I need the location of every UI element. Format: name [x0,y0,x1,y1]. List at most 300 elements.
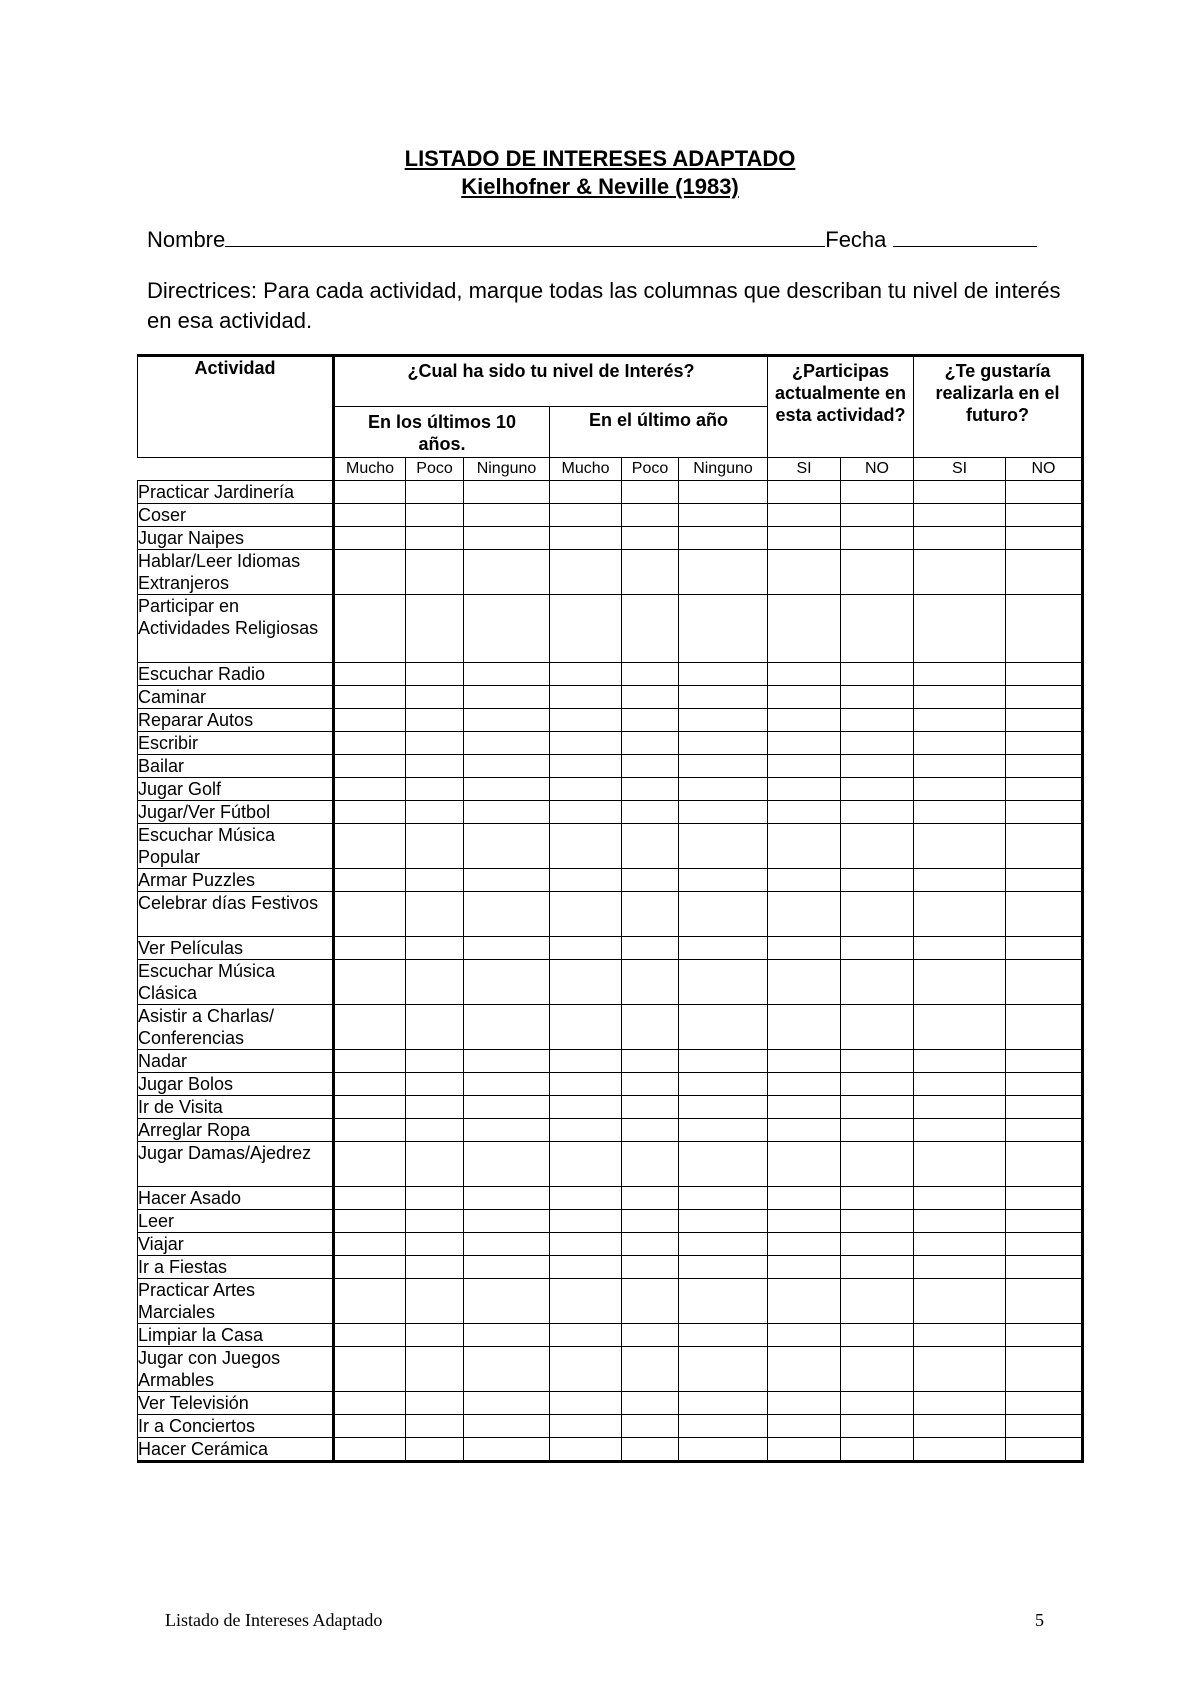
checkbox-cell[interactable] [334,1256,406,1279]
checkbox-cell[interactable] [464,1324,550,1347]
checkbox-cell[interactable] [622,1324,679,1347]
checkbox-cell[interactable] [1006,1279,1083,1324]
checkbox-cell[interactable] [768,869,841,892]
checkbox-cell[interactable] [841,1256,914,1279]
checkbox-cell[interactable] [406,1210,464,1233]
checkbox-cell[interactable] [914,732,1006,755]
checkbox-cell[interactable] [679,755,768,778]
checkbox-cell[interactable] [406,1347,464,1392]
checkbox-cell[interactable] [768,1005,841,1050]
checkbox-cell[interactable] [914,824,1006,869]
checkbox-cell[interactable] [841,1324,914,1347]
checkbox-cell[interactable] [550,755,622,778]
checkbox-cell[interactable] [334,1005,406,1050]
checkbox-cell[interactable] [406,481,464,504]
checkbox-cell[interactable] [406,1005,464,1050]
checkbox-cell[interactable] [622,709,679,732]
checkbox-cell[interactable] [1006,1392,1083,1415]
checkbox-cell[interactable] [406,1073,464,1096]
checkbox-cell[interactable] [914,1096,1006,1119]
checkbox-cell[interactable] [406,686,464,709]
checkbox-cell[interactable] [768,1438,841,1462]
checkbox-cell[interactable] [406,1324,464,1347]
checkbox-cell[interactable] [1006,1142,1083,1187]
checkbox-cell[interactable] [768,1096,841,1119]
checkbox-cell[interactable] [841,1119,914,1142]
checkbox-cell[interactable] [334,1324,406,1347]
checkbox-cell[interactable] [334,1073,406,1096]
checkbox-cell[interactable] [622,937,679,960]
checkbox-cell[interactable] [622,1119,679,1142]
checkbox-cell[interactable] [914,960,1006,1005]
checkbox-cell[interactable] [622,527,679,550]
checkbox-cell[interactable] [406,663,464,686]
checkbox-cell[interactable] [334,686,406,709]
checkbox-cell[interactable] [679,1096,768,1119]
checkbox-cell[interactable] [550,1005,622,1050]
checkbox-cell[interactable] [464,709,550,732]
checkbox-cell[interactable] [464,663,550,686]
checkbox-cell[interactable] [464,1438,550,1462]
checkbox-cell[interactable] [550,550,622,595]
checkbox-cell[interactable] [464,937,550,960]
checkbox-cell[interactable] [679,1005,768,1050]
checkbox-cell[interactable] [622,1210,679,1233]
checkbox-cell[interactable] [1006,1096,1083,1119]
checkbox-cell[interactable] [334,663,406,686]
checkbox-cell[interactable] [914,1142,1006,1187]
checkbox-cell[interactable] [550,663,622,686]
checkbox-cell[interactable] [622,1142,679,1187]
checkbox-cell[interactable] [768,1119,841,1142]
checkbox-cell[interactable] [464,1050,550,1073]
checkbox-cell[interactable] [406,869,464,892]
checkbox-cell[interactable] [1006,527,1083,550]
checkbox-cell[interactable] [550,686,622,709]
checkbox-cell[interactable] [406,1438,464,1462]
checkbox-cell[interactable] [679,663,768,686]
checkbox-cell[interactable] [550,1392,622,1415]
checkbox-cell[interactable] [841,732,914,755]
checkbox-cell[interactable] [679,1438,768,1462]
checkbox-cell[interactable] [406,550,464,595]
checkbox-cell[interactable] [406,709,464,732]
checkbox-cell[interactable] [914,1005,1006,1050]
checkbox-cell[interactable] [406,824,464,869]
checkbox-cell[interactable] [768,1279,841,1324]
checkbox-cell[interactable] [464,595,550,663]
checkbox-cell[interactable] [622,686,679,709]
checkbox-cell[interactable] [679,481,768,504]
checkbox-cell[interactable] [679,960,768,1005]
checkbox-cell[interactable] [334,1210,406,1233]
checkbox-cell[interactable] [464,504,550,527]
checkbox-cell[interactable] [464,778,550,801]
checkbox-cell[interactable] [622,1392,679,1415]
checkbox-cell[interactable] [841,960,914,1005]
checkbox-cell[interactable] [334,550,406,595]
checkbox-cell[interactable] [914,1256,1006,1279]
checkbox-cell[interactable] [914,1392,1006,1415]
checkbox-cell[interactable] [550,937,622,960]
checkbox-cell[interactable] [622,778,679,801]
checkbox-cell[interactable] [914,1073,1006,1096]
checkbox-cell[interactable] [679,595,768,663]
checkbox-cell[interactable] [464,960,550,1005]
checkbox-cell[interactable] [550,1347,622,1392]
checkbox-cell[interactable] [622,1279,679,1324]
checkbox-cell[interactable] [1006,778,1083,801]
checkbox-cell[interactable] [334,1438,406,1462]
checkbox-cell[interactable] [679,892,768,937]
checkbox-cell[interactable] [914,778,1006,801]
checkbox-cell[interactable] [768,1073,841,1096]
checkbox-cell[interactable] [768,663,841,686]
checkbox-cell[interactable] [550,778,622,801]
checkbox-cell[interactable] [464,1187,550,1210]
checkbox-cell[interactable] [679,869,768,892]
checkbox-cell[interactable] [768,960,841,1005]
checkbox-cell[interactable] [768,1187,841,1210]
checkbox-cell[interactable] [841,1050,914,1073]
checkbox-cell[interactable] [679,1119,768,1142]
checkbox-cell[interactable] [841,550,914,595]
checkbox-cell[interactable] [622,1073,679,1096]
checkbox-cell[interactable] [914,686,1006,709]
checkbox-cell[interactable] [464,824,550,869]
checkbox-cell[interactable] [768,504,841,527]
checkbox-cell[interactable] [841,1142,914,1187]
checkbox-cell[interactable] [334,869,406,892]
checkbox-cell[interactable] [334,1392,406,1415]
checkbox-cell[interactable] [622,732,679,755]
checkbox-cell[interactable] [464,892,550,937]
checkbox-cell[interactable] [406,504,464,527]
checkbox-cell[interactable] [334,1415,406,1438]
checkbox-cell[interactable] [679,1210,768,1233]
checkbox-cell[interactable] [679,1324,768,1347]
checkbox-cell[interactable] [1006,481,1083,504]
checkbox-cell[interactable] [768,732,841,755]
checkbox-cell[interactable] [622,755,679,778]
checkbox-cell[interactable] [406,892,464,937]
checkbox-cell[interactable] [464,1279,550,1324]
checkbox-cell[interactable] [841,937,914,960]
checkbox-cell[interactable] [464,1210,550,1233]
checkbox-cell[interactable] [914,1119,1006,1142]
checkbox-cell[interactable] [622,504,679,527]
checkbox-cell[interactable] [550,1050,622,1073]
checkbox-cell[interactable] [406,1233,464,1256]
checkbox-cell[interactable] [550,527,622,550]
checkbox-cell[interactable] [464,1119,550,1142]
checkbox-cell[interactable] [334,824,406,869]
checkbox-cell[interactable] [768,801,841,824]
checkbox-cell[interactable] [1006,1438,1083,1462]
checkbox-cell[interactable] [550,732,622,755]
checkbox-cell[interactable] [914,937,1006,960]
checkbox-cell[interactable] [464,1233,550,1256]
checkbox-cell[interactable] [841,1392,914,1415]
checkbox-cell[interactable] [914,1438,1006,1462]
checkbox-cell[interactable] [622,663,679,686]
checkbox-cell[interactable] [679,1392,768,1415]
checkbox-cell[interactable] [334,892,406,937]
checkbox-cell[interactable] [550,1073,622,1096]
checkbox-cell[interactable] [768,709,841,732]
checkbox-cell[interactable] [1006,595,1083,663]
checkbox-cell[interactable] [334,1050,406,1073]
checkbox-cell[interactable] [550,1096,622,1119]
checkbox-cell[interactable] [914,892,1006,937]
checkbox-cell[interactable] [679,1142,768,1187]
checkbox-cell[interactable] [464,1256,550,1279]
checkbox-cell[interactable] [914,1050,1006,1073]
checkbox-cell[interactable] [406,1142,464,1187]
checkbox-cell[interactable] [679,1187,768,1210]
checkbox-cell[interactable] [841,686,914,709]
checkbox-cell[interactable] [334,1347,406,1392]
checkbox-cell[interactable] [464,1415,550,1438]
checkbox-cell[interactable] [550,869,622,892]
checkbox-cell[interactable] [464,1347,550,1392]
checkbox-cell[interactable] [914,527,1006,550]
checkbox-cell[interactable] [1006,960,1083,1005]
checkbox-cell[interactable] [550,1210,622,1233]
checkbox-cell[interactable] [841,481,914,504]
checkbox-cell[interactable] [550,709,622,732]
checkbox-cell[interactable] [841,778,914,801]
checkbox-cell[interactable] [914,801,1006,824]
fecha-field[interactable] [893,224,1037,247]
checkbox-cell[interactable] [334,1142,406,1187]
checkbox-cell[interactable] [768,1233,841,1256]
checkbox-cell[interactable] [914,1210,1006,1233]
checkbox-cell[interactable] [679,801,768,824]
checkbox-cell[interactable] [334,755,406,778]
nombre-field[interactable] [225,224,825,247]
checkbox-cell[interactable] [841,824,914,869]
checkbox-cell[interactable] [841,1347,914,1392]
checkbox-cell[interactable] [550,1187,622,1210]
checkbox-cell[interactable] [1006,504,1083,527]
checkbox-cell[interactable] [406,1279,464,1324]
checkbox-cell[interactable] [768,686,841,709]
checkbox-cell[interactable] [464,869,550,892]
checkbox-cell[interactable] [1006,686,1083,709]
checkbox-cell[interactable] [768,595,841,663]
checkbox-cell[interactable] [679,504,768,527]
checkbox-cell[interactable] [622,550,679,595]
checkbox-cell[interactable] [406,527,464,550]
checkbox-cell[interactable] [1006,801,1083,824]
checkbox-cell[interactable] [622,869,679,892]
checkbox-cell[interactable] [622,824,679,869]
checkbox-cell[interactable] [914,550,1006,595]
checkbox-cell[interactable] [841,755,914,778]
checkbox-cell[interactable] [841,1233,914,1256]
checkbox-cell[interactable] [768,1392,841,1415]
checkbox-cell[interactable] [768,1347,841,1392]
checkbox-cell[interactable] [679,1256,768,1279]
checkbox-cell[interactable] [1006,1210,1083,1233]
checkbox-cell[interactable] [768,1324,841,1347]
checkbox-cell[interactable] [550,1438,622,1462]
checkbox-cell[interactable] [1006,550,1083,595]
checkbox-cell[interactable] [679,732,768,755]
checkbox-cell[interactable] [841,1073,914,1096]
checkbox-cell[interactable] [768,527,841,550]
checkbox-cell[interactable] [1006,824,1083,869]
checkbox-cell[interactable] [622,595,679,663]
checkbox-cell[interactable] [841,869,914,892]
checkbox-cell[interactable] [550,824,622,869]
checkbox-cell[interactable] [841,892,914,937]
checkbox-cell[interactable] [334,778,406,801]
checkbox-cell[interactable] [622,801,679,824]
checkbox-cell[interactable] [464,1392,550,1415]
checkbox-cell[interactable] [622,1005,679,1050]
checkbox-cell[interactable] [1006,1005,1083,1050]
checkbox-cell[interactable] [622,1347,679,1392]
checkbox-cell[interactable] [679,709,768,732]
checkbox-cell[interactable] [768,755,841,778]
checkbox-cell[interactable] [334,937,406,960]
checkbox-cell[interactable] [406,1119,464,1142]
checkbox-cell[interactable] [334,504,406,527]
checkbox-cell[interactable] [406,778,464,801]
checkbox-cell[interactable] [679,686,768,709]
checkbox-cell[interactable] [334,595,406,663]
checkbox-cell[interactable] [550,801,622,824]
checkbox-cell[interactable] [464,1073,550,1096]
checkbox-cell[interactable] [622,892,679,937]
checkbox-cell[interactable] [464,527,550,550]
checkbox-cell[interactable] [550,504,622,527]
checkbox-cell[interactable] [406,1096,464,1119]
checkbox-cell[interactable] [914,1415,1006,1438]
checkbox-cell[interactable] [464,801,550,824]
checkbox-cell[interactable] [464,481,550,504]
checkbox-cell[interactable] [334,1279,406,1324]
checkbox-cell[interactable] [464,1005,550,1050]
checkbox-cell[interactable] [550,1142,622,1187]
checkbox-cell[interactable] [841,1438,914,1462]
checkbox-cell[interactable] [1006,1050,1083,1073]
checkbox-cell[interactable] [1006,663,1083,686]
checkbox-cell[interactable] [841,801,914,824]
checkbox-cell[interactable] [679,1415,768,1438]
checkbox-cell[interactable] [406,937,464,960]
checkbox-cell[interactable] [768,1050,841,1073]
checkbox-cell[interactable] [914,1233,1006,1256]
checkbox-cell[interactable] [679,1050,768,1073]
checkbox-cell[interactable] [1006,1256,1083,1279]
checkbox-cell[interactable] [914,709,1006,732]
checkbox-cell[interactable] [464,1096,550,1119]
checkbox-cell[interactable] [1006,1119,1083,1142]
checkbox-cell[interactable] [1006,1415,1083,1438]
checkbox-cell[interactable] [768,824,841,869]
checkbox-cell[interactable] [550,1119,622,1142]
checkbox-cell[interactable] [550,1415,622,1438]
checkbox-cell[interactable] [679,824,768,869]
checkbox-cell[interactable] [841,595,914,663]
checkbox-cell[interactable] [406,801,464,824]
checkbox-cell[interactable] [841,1279,914,1324]
checkbox-cell[interactable] [406,960,464,1005]
checkbox-cell[interactable] [406,1050,464,1073]
checkbox-cell[interactable] [914,755,1006,778]
checkbox-cell[interactable] [679,527,768,550]
checkbox-cell[interactable] [550,1233,622,1256]
checkbox-cell[interactable] [914,1187,1006,1210]
checkbox-cell[interactable] [841,527,914,550]
checkbox-cell[interactable] [334,1187,406,1210]
checkbox-cell[interactable] [841,1005,914,1050]
checkbox-cell[interactable] [334,801,406,824]
checkbox-cell[interactable] [406,1187,464,1210]
checkbox-cell[interactable] [679,550,768,595]
checkbox-cell[interactable] [1006,755,1083,778]
checkbox-cell[interactable] [841,504,914,527]
checkbox-cell[interactable] [914,1347,1006,1392]
checkbox-cell[interactable] [406,755,464,778]
checkbox-cell[interactable] [914,1324,1006,1347]
checkbox-cell[interactable] [334,1233,406,1256]
checkbox-cell[interactable] [334,1119,406,1142]
checkbox-cell[interactable] [550,1324,622,1347]
checkbox-cell[interactable] [622,1256,679,1279]
checkbox-cell[interactable] [1006,937,1083,960]
checkbox-cell[interactable] [1006,1073,1083,1096]
checkbox-cell[interactable] [679,1233,768,1256]
checkbox-cell[interactable] [464,1142,550,1187]
checkbox-cell[interactable] [914,1279,1006,1324]
checkbox-cell[interactable] [1006,1324,1083,1347]
checkbox-cell[interactable] [622,481,679,504]
checkbox-cell[interactable] [622,1438,679,1462]
checkbox-cell[interactable] [464,686,550,709]
checkbox-cell[interactable] [768,550,841,595]
checkbox-cell[interactable] [1006,1233,1083,1256]
checkbox-cell[interactable] [334,732,406,755]
checkbox-cell[interactable] [334,1096,406,1119]
checkbox-cell[interactable] [334,709,406,732]
checkbox-cell[interactable] [841,1096,914,1119]
checkbox-cell[interactable] [679,937,768,960]
checkbox-cell[interactable] [768,1142,841,1187]
checkbox-cell[interactable] [1006,709,1083,732]
checkbox-cell[interactable] [406,732,464,755]
checkbox-cell[interactable] [622,1233,679,1256]
checkbox-cell[interactable] [768,1415,841,1438]
checkbox-cell[interactable] [914,869,1006,892]
checkbox-cell[interactable] [1006,1187,1083,1210]
checkbox-cell[interactable] [334,481,406,504]
checkbox-cell[interactable] [406,1415,464,1438]
checkbox-cell[interactable] [1006,732,1083,755]
checkbox-cell[interactable] [622,960,679,1005]
checkbox-cell[interactable] [464,732,550,755]
checkbox-cell[interactable] [334,527,406,550]
checkbox-cell[interactable] [406,1256,464,1279]
checkbox-cell[interactable] [334,960,406,1005]
checkbox-cell[interactable] [768,481,841,504]
checkbox-cell[interactable] [841,1187,914,1210]
checkbox-cell[interactable] [550,960,622,1005]
checkbox-cell[interactable] [679,1347,768,1392]
